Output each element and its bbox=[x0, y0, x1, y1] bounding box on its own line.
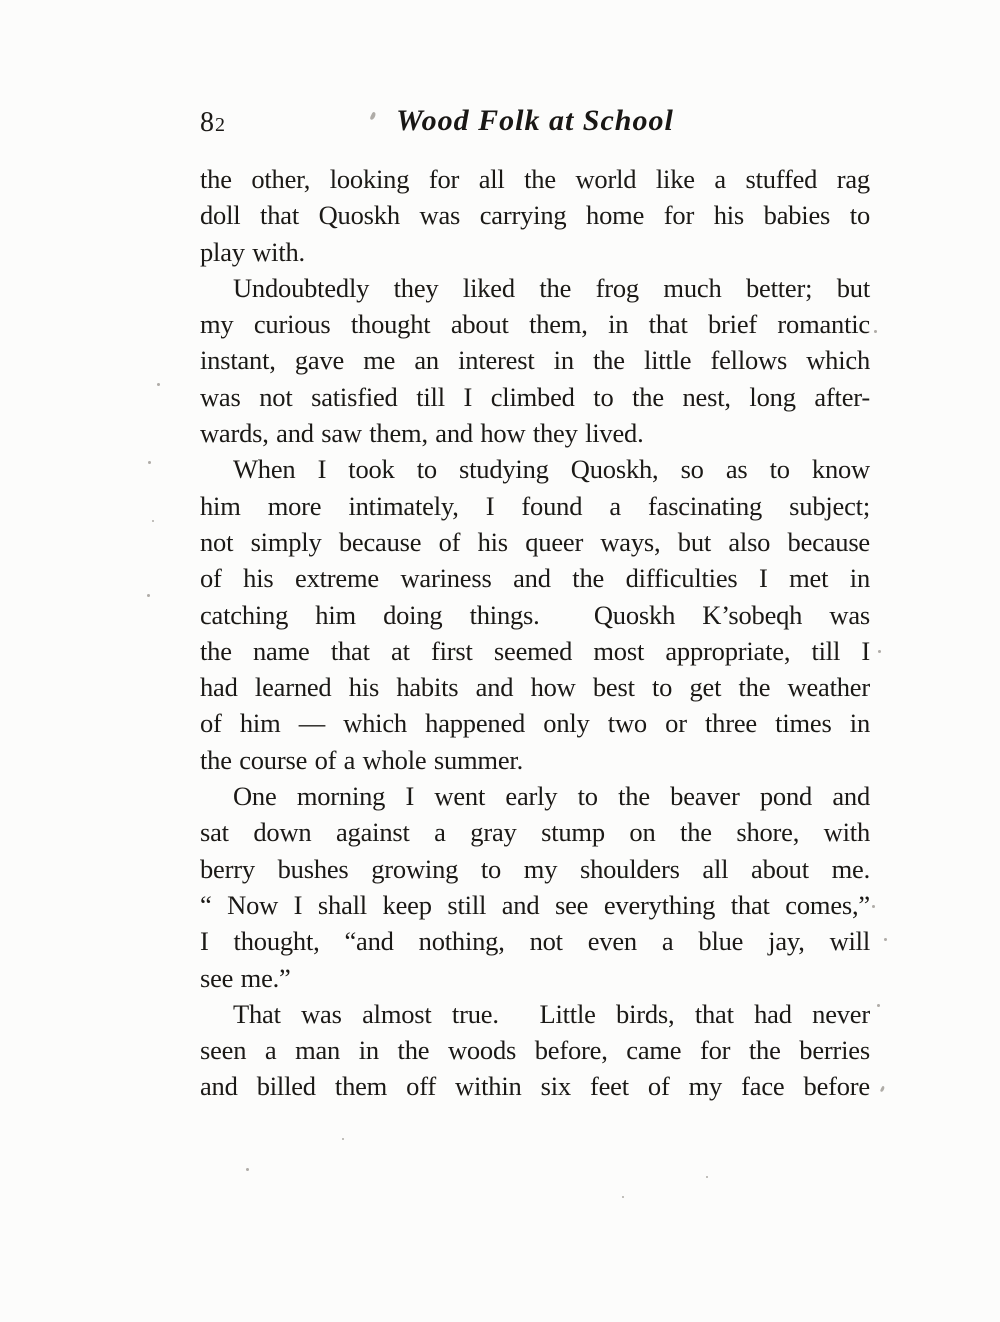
text-line: was not satisfied till I climbed to the nest, long after- bbox=[200, 381, 870, 412]
text-line: catching him doing things. Quoskh K’sobeqh was bbox=[200, 599, 870, 630]
text-line: the name that at first seemed most appropriate, till I bbox=[200, 635, 870, 666]
text-line: and billed them off within six feet of my face before bbox=[200, 1071, 870, 1102]
page-number-digit: 8 bbox=[200, 107, 215, 138]
paragraph bbox=[200, 270, 870, 451]
page-body bbox=[200, 161, 870, 1105]
scan-speck bbox=[706, 1176, 708, 1178]
text-line: sat down against a gray stump on the shore, with bbox=[200, 817, 870, 848]
text-line: him more intimately, I found a fascinating subject; bbox=[200, 490, 870, 521]
text-line: play with. bbox=[200, 236, 305, 267]
paragraph bbox=[200, 161, 870, 270]
text-line: not simply because of his queer ways, but also because bbox=[200, 526, 870, 557]
text-line: instant, gave me an interest in the little fellows which bbox=[200, 345, 870, 376]
paragraph bbox=[200, 451, 870, 778]
text-line: “ Now I shall keep still and see everything that comes,” bbox=[200, 889, 870, 920]
text-line: of his extreme wariness and the difficulties I met in bbox=[200, 563, 870, 594]
text-line: the other, looking for all the world like a stuffed rag bbox=[200, 164, 870, 194]
text-line: When I took to studying Quoskh, so as to know bbox=[233, 454, 870, 485]
scan-speck bbox=[878, 650, 881, 653]
page-number-digit: 2 bbox=[215, 114, 226, 136]
text-line: One morning I went early to the beaver pond and bbox=[233, 781, 870, 812]
running-header bbox=[200, 104, 870, 146]
scan-speck bbox=[157, 383, 160, 386]
scan-speck bbox=[877, 1004, 880, 1007]
scan-speck bbox=[342, 1138, 344, 1140]
text-line: had learned his habits and how best to get the weather bbox=[200, 672, 870, 703]
text-line: the course of a whole summer. bbox=[200, 744, 523, 775]
scan-speck bbox=[147, 594, 150, 597]
text-line: seen a man in the woods before, came for the berries bbox=[200, 1035, 870, 1066]
scan-speck bbox=[880, 1086, 885, 1093]
text-line: of him — which happened only two or three times in bbox=[200, 708, 870, 739]
text-line: I thought, “and nothing, not even a blue jay, will bbox=[200, 926, 870, 957]
scan-speck bbox=[884, 938, 887, 941]
paragraph bbox=[200, 996, 870, 1105]
text-line: Undoubtedly they liked the frog much better; but bbox=[233, 272, 870, 303]
scan-speck bbox=[872, 905, 875, 908]
paragraph bbox=[200, 778, 870, 996]
page-number bbox=[200, 107, 226, 139]
scan-speck bbox=[148, 461, 151, 464]
scan-speck bbox=[874, 330, 877, 333]
scan-speck bbox=[246, 1168, 249, 1171]
scan-speck bbox=[152, 520, 154, 522]
running-title: Wood Folk at School bbox=[396, 104, 674, 137]
text-line: doll that Quoskh was carrying home for his babies to bbox=[200, 200, 870, 231]
text-line: That was almost true. Little birds, that had never bbox=[233, 998, 870, 1029]
text-line: see me.” bbox=[200, 962, 291, 993]
text-line: my curious thought about them, in that brief romantic bbox=[200, 309, 870, 340]
text-line: wards, and saw them, and how they lived. bbox=[200, 418, 644, 449]
text-line: berry bushes growing to my shoulders all about me. bbox=[200, 853, 870, 884]
scan-speck bbox=[622, 1196, 624, 1198]
